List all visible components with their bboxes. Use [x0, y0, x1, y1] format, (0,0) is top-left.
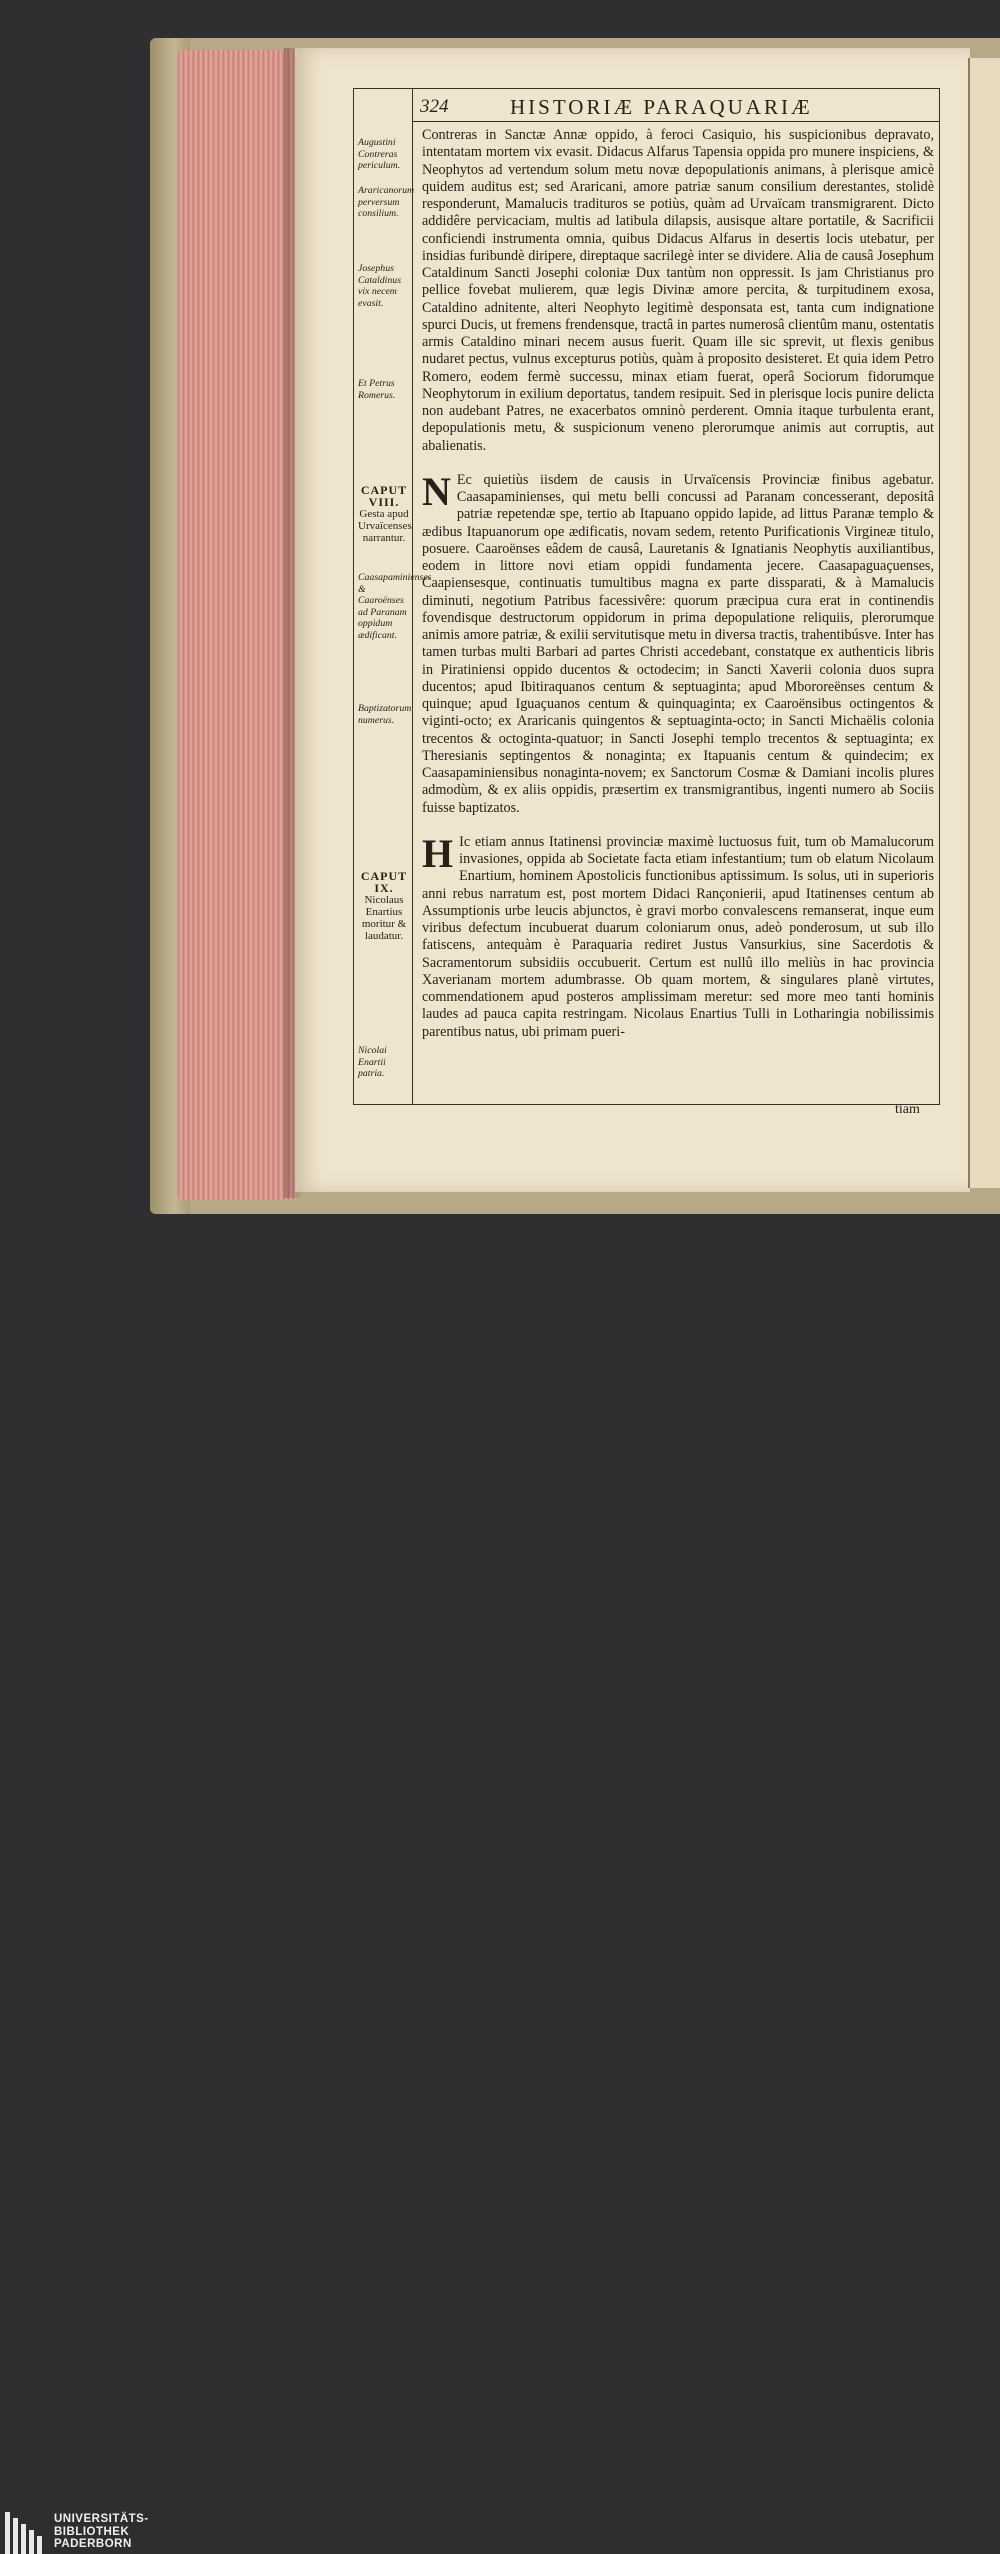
paragraph: H Ic etiam annus Itatinensi provinciæ maximè luctuosus fuit, tum ob Mamalucorum invasiones, oppida ab Societate facta etiam infestantium; tum ob elatum Nicolaum Enartium, hominem Apostolicis functionibus aptissimum. Is solus, uti in superioris anni rebus narratum est, post mortem Didaci Rançonierii, apud Itatinenses centum ab Assumptionis urbe leucis abjunctos, è gravi morbo convalescens remanserat, inque eum viribus defectum incubuerat duarum coloniarum onus, adeò ponderosum, ut sub illo fatiscens, antequàm è Paraquaria rediret Justus Vansurkius, sine Sacerdotis & Sacramentorum subsidiis occubuerit. Certum est nullû illo meliùs in hac provincia Xaverianam mortem adumbrasse. Ob quam mortem, & singulares planè virtutes, commendationem apud posteros amplissimam meretur: sed more meo tanti hominis laudes ad pauca capita restringam. Nicolaus Enartius Tulli in Lotharingia nobilissimis parentibus natus, ubi primam pueri-	[422, 830, 934, 1040]
main-text	[422, 127, 934, 1041]
margin-note: Baptizatorum numerus.	[358, 703, 412, 726]
margin-note: Et Petrus Romerus.	[358, 378, 396, 401]
facing-page-edge	[968, 58, 1000, 1188]
margin-note: Josephus Cataldinus vix necem evasit.	[358, 263, 402, 309]
margin-rule	[412, 88, 413, 1105]
paragraph: N Ec quietiùs iisdem de causis in Urvaïcensis Provinciæ finibus agebatur. Caasapaminienses, qui metu belli concussi ad Paranam concesserant, depositâ patriæ repetendæ spe, tertio ab Itapuano oppido lapide, ad littus Paranæ templo & ædibus Itapuanorum ope ædificatis, novam sedem, retento Purificationis Virgineæ titulo, posuere. Caaroënses eâdem de causâ, Lauretanis & Ignatianis Neophytis auxiliantibus, eodem in littore novi etiam oppidi fundamenta jecere. Caasapaguaçuenses, Caapiensesque, continuatis tumultibus magna ex parte dissparati, & à Mamalucis diminuti, negotium Patribus facessivêre: quorum præcipua cura erat in continendis fovendisque destructorum oppidorum in prima depopulatione reliquiis, plerorumque animis amore patriæ, & exilii servitutisque metu in diversa tractis, trahentibúsve. Inter has tamen turbas multi Barbari ad partes Christi accedebant, constatque ex authenticis libris in Piratiniensi oppido ducentos & octodecim; in Sancti Xaverii colonia duos supra ducentos; apud Ibitiraquanos centum & septuaginta; apud Mbororeënses centum & quinque; apud Iguaçuanos centum & quinquaginta; ex Caaroënsibus octingentos & viginti-octo; ex Araricanis quingentos & septuaginta-octo; in Sancti Michaëlis colonia trecentos & octoginta-quatuor; in Sancti Josephi templo trecentos & septuaginta; ex Theresianis septingentos & nonaginta; ex Itapuanis centum & quindecim; ex Caasapaminiensibus nonaginta-novem; ex Sanctorum Cosmæ & Damiani incolis plures admodùm, & ex aliis oppidis, præsertim ex transmigrantibus, ingenti numero ab Sociis fuisse baptizatos.	[422, 468, 934, 816]
drop-cap: N	[422, 468, 451, 514]
paragraph: Contreras in Sanctæ Annæ oppido, à feroci Casiquio, his suspicionibus depravato, intentatam mortem vix evasit. Didacus Alfarus Tapensia oppida pro munere inspiciens, & Neophytos ad vertendum solum metu novæ depopulationis animans, à plerisque amicè quidem auditus est; sed Araricani, amore patriæ sanum consilium derestantes, stolidè responderunt, Mamalucis tradituros se potiùs, quàm ad Urvaïcam transmigrarent. Dicto addidêre pervicaciam, multis ad latibula dilapsis, ausisque altare portatile, & Sacrificii conficiendi instrumenta omnia, quibus Didacus Alfarus in desertis locis utebatur, per insidias furibundè diripere, direptaque sacrilegè inter se dividere. Alia de causâ Josephum Cataldinum Sancti Josephi coloniæ Dux tantùm non oppressit. Is jam Christianus pro pellice fovebat mulierem, quæ legis Divinæ amore percita, & turpitudinem exosa, Cataldino adnitente, alteri Neophyto legitimè desponsata est, tanta cum indignatione spurci Ducis, ut fremens frendensque, tractâ in partes numerosâ clientûm manu, ostentatis armis Cataldino minari necem ausus fuerit. Quam ille sic sprevit, ut flexis genibus nudaret pectus, vulnus excepturus potiùs, quàm à proposito desisteret. Et quia idem Petro Romero, eodem fermè successu, minax etiam fuerat, operâ Sociorum fidorumque Neophytorum in exilium deportatus, tandem resipuit. Sed in plerisque locis punire delicta non audebant Patres, ne exacerbatos omninò perderent. Omnia itaque turbulenta erant, depopulationis metu, & suspicionum veneno plerorumque animis aut corruptis, aut abalienatis.	[422, 127, 934, 454]
chapter-heading	[358, 870, 410, 942]
chapter-numeral: IX.	[374, 881, 394, 895]
chapter-summary: Nicolaus Enartius moritur & laudatur.	[361, 894, 407, 942]
chapter-heading	[358, 484, 410, 544]
margin-note: Caasapaminienses & Caaroënses ad Paranam oppidum ædificant.	[358, 572, 432, 641]
running-title: HISTORIÆ PARAQUARIÆ	[510, 95, 813, 119]
library-logo-icon	[5, 2512, 47, 2554]
footer-bar	[0, 1254, 1000, 2550]
chapter-label: CAPUT	[360, 483, 408, 497]
page-number: 324	[420, 96, 449, 117]
margin-note: Augustini Contreras periculum.	[358, 137, 401, 171]
chapter-numeral: VIII.	[368, 495, 400, 509]
catchword: tiam	[895, 1102, 920, 1117]
book-scan	[0, 0, 1000, 1254]
chapter-summary: Gesta apud Urvaïcenses narrantur.	[358, 508, 412, 544]
margin-note: Nicolai Enartii patria.	[358, 1045, 387, 1079]
margin-note: Araricanorum perversum consilium.	[358, 185, 415, 219]
page-edges	[178, 50, 296, 1200]
library-name: UNIVERSITÄTS- BIBLIOTHEK PADERBORN	[54, 2513, 149, 2550]
chapter-label: CAPUT	[360, 869, 408, 883]
drop-cap: H	[422, 830, 454, 876]
header-rule	[412, 121, 939, 122]
